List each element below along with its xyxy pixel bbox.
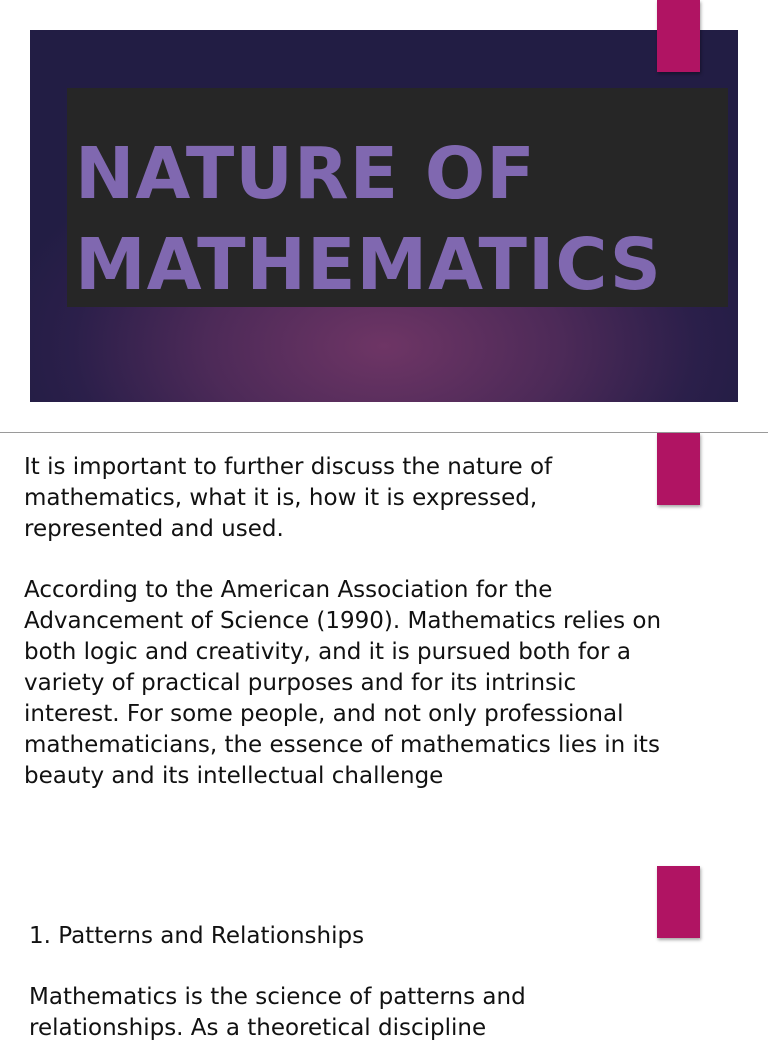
title-line-1: NATURE OF (75, 132, 536, 215)
slide-title (75, 128, 725, 310)
title-slide (0, 0, 768, 432)
accent-bar (657, 866, 700, 938)
accent-bar (657, 0, 700, 72)
patterns-paragraph: Mathematics is the science of patterns and relationships. As a theoretical discipline (29, 984, 526, 1041)
aaas-paragraph: According to the American Association for the Advancement of Science (1990). Mathematics relies on both logic and creativity, and it is pursued both for a variety of practical purposes and for its intrinsic interest. For some people, and not only professional mathematicians, the essence of mathematics lies in its beauty and its intellectual challenge (24, 577, 662, 789)
intro-paragraph: It is important to further discuss the nature of mathematics, what it is, how it is expressed, represented and used. (24, 454, 553, 542)
section-heading: 1. Patterns and Relationships (29, 923, 365, 949)
slide-divider (0, 432, 768, 433)
title-line-2: MATHEMATICS (75, 223, 662, 306)
